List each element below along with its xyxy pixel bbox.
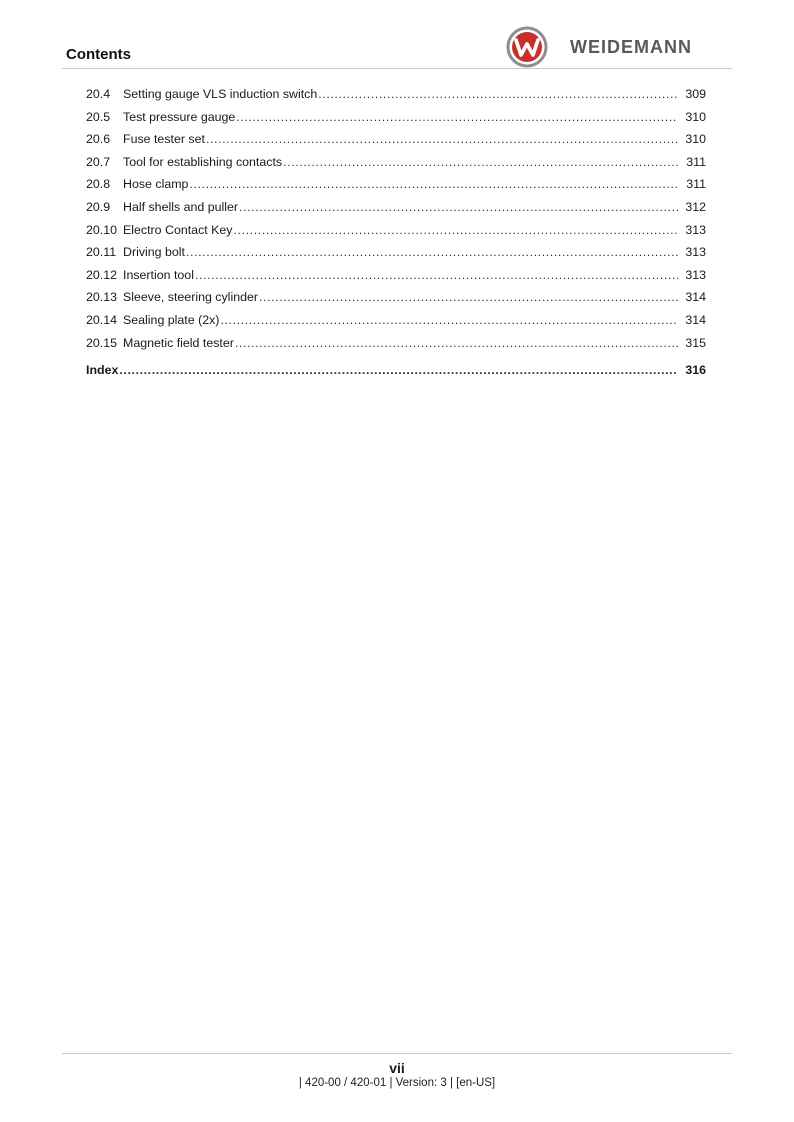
toc-entry-number: 20.7 [86, 154, 111, 169]
toc-entry-page: 314 [685, 290, 706, 305]
toc-entry[interactable] [86, 245, 706, 268]
brand-name: WEIDEMANN [570, 36, 692, 57]
toc-entry-number: 20.15 [86, 335, 118, 350]
toc-entry-title: Fuse tester set [123, 132, 205, 147]
toc-entry[interactable] [86, 87, 706, 110]
toc-entry-page: 310 [685, 132, 706, 147]
toc-leader-dots [318, 87, 678, 101]
toc-entry[interactable] [86, 177, 706, 200]
toc-entry-page: 313 [685, 222, 706, 237]
toc-entry[interactable] [86, 290, 706, 313]
toc-entry-page: 311 [686, 154, 706, 169]
toc-leader-dots [234, 223, 678, 237]
toc-entry-number: 20.13 [86, 290, 118, 305]
toc-entry-title: Test pressure gauge [123, 109, 236, 124]
toc-entry-number: 20.8 [86, 177, 111, 192]
toc-entry[interactable] [86, 268, 706, 291]
toc-entry-number: 20.14 [86, 312, 118, 327]
toc-entry-page: 313 [685, 267, 706, 282]
toc-leader-dots [259, 290, 678, 304]
toc-leader-dots [186, 245, 678, 259]
toc-entry-title: Hose clamp [123, 177, 189, 192]
table-of-contents [86, 87, 706, 386]
page-number: vii [389, 1060, 405, 1076]
toc-entry-number: 20.4 [86, 87, 111, 101]
toc-entry-number: 20.11 [86, 245, 117, 260]
toc-entry-page: 309 [685, 87, 706, 101]
toc-entry-title: Sleeve, steering cylinder [123, 290, 258, 305]
toc-entry[interactable] [86, 223, 706, 246]
toc-entry-index[interactable] [86, 363, 706, 386]
toc-entry[interactable] [86, 132, 706, 155]
page-title: Contents [66, 46, 131, 63]
toc-entry-title: Electro Contact Key [123, 222, 233, 237]
toc-entry-title: Insertion tool [123, 267, 194, 282]
toc-leader-dots [189, 177, 678, 191]
toc-entry-number: 20.5 [86, 109, 111, 124]
toc-leader-dots [239, 200, 678, 214]
toc-leader-dots [220, 313, 678, 327]
header-divider [62, 68, 732, 69]
toc-entry-page: 312 [685, 199, 706, 214]
toc-entry-title: Tool for establishing contacts [123, 154, 283, 169]
toc-entry[interactable] [86, 313, 706, 336]
toc-leader-dots [195, 268, 678, 282]
toc-entry-title: Magnetic field tester [123, 335, 234, 350]
toc-entry[interactable] [86, 336, 706, 359]
toc-leader-dots [283, 155, 678, 169]
toc-entry[interactable] [86, 200, 706, 223]
toc-entry-title: Setting gauge VLS induction switch [123, 87, 318, 101]
toc-entry-number: 20.6 [86, 132, 111, 147]
brand-logo [506, 26, 692, 68]
toc-entry-title: Half shells and puller [123, 199, 239, 214]
toc-entry-page: 311 [686, 177, 706, 192]
toc-leader-dots [119, 363, 678, 377]
toc-leader-dots [206, 132, 678, 146]
toc-leader-dots [236, 110, 678, 124]
document-info: | 420-00 / 420-01 | Version: 3 | [en-US] [298, 1077, 496, 1089]
toc-entry-page: 316 [685, 363, 706, 378]
footer-divider [62, 1053, 732, 1054]
toc-entry-page: 313 [685, 245, 706, 260]
toc-entry-title: Driving bolt [123, 245, 185, 260]
toc-entry-number: 20.10 [86, 222, 118, 237]
toc-entry-title: Index [86, 363, 119, 378]
toc-entry-number: 20.9 [86, 199, 111, 214]
toc-entry-page: 310 [685, 109, 706, 124]
toc-entry-title: Sealing plate (2x) [123, 312, 220, 327]
toc-entry[interactable] [86, 155, 706, 178]
toc-entry-page: 314 [685, 312, 706, 327]
toc-leader-dots [235, 336, 678, 350]
weidemann-logo-icon [506, 26, 548, 68]
toc-entry-number: 20.12 [86, 267, 118, 282]
toc-entry[interactable] [86, 110, 706, 133]
toc-entry-page: 315 [685, 335, 706, 350]
